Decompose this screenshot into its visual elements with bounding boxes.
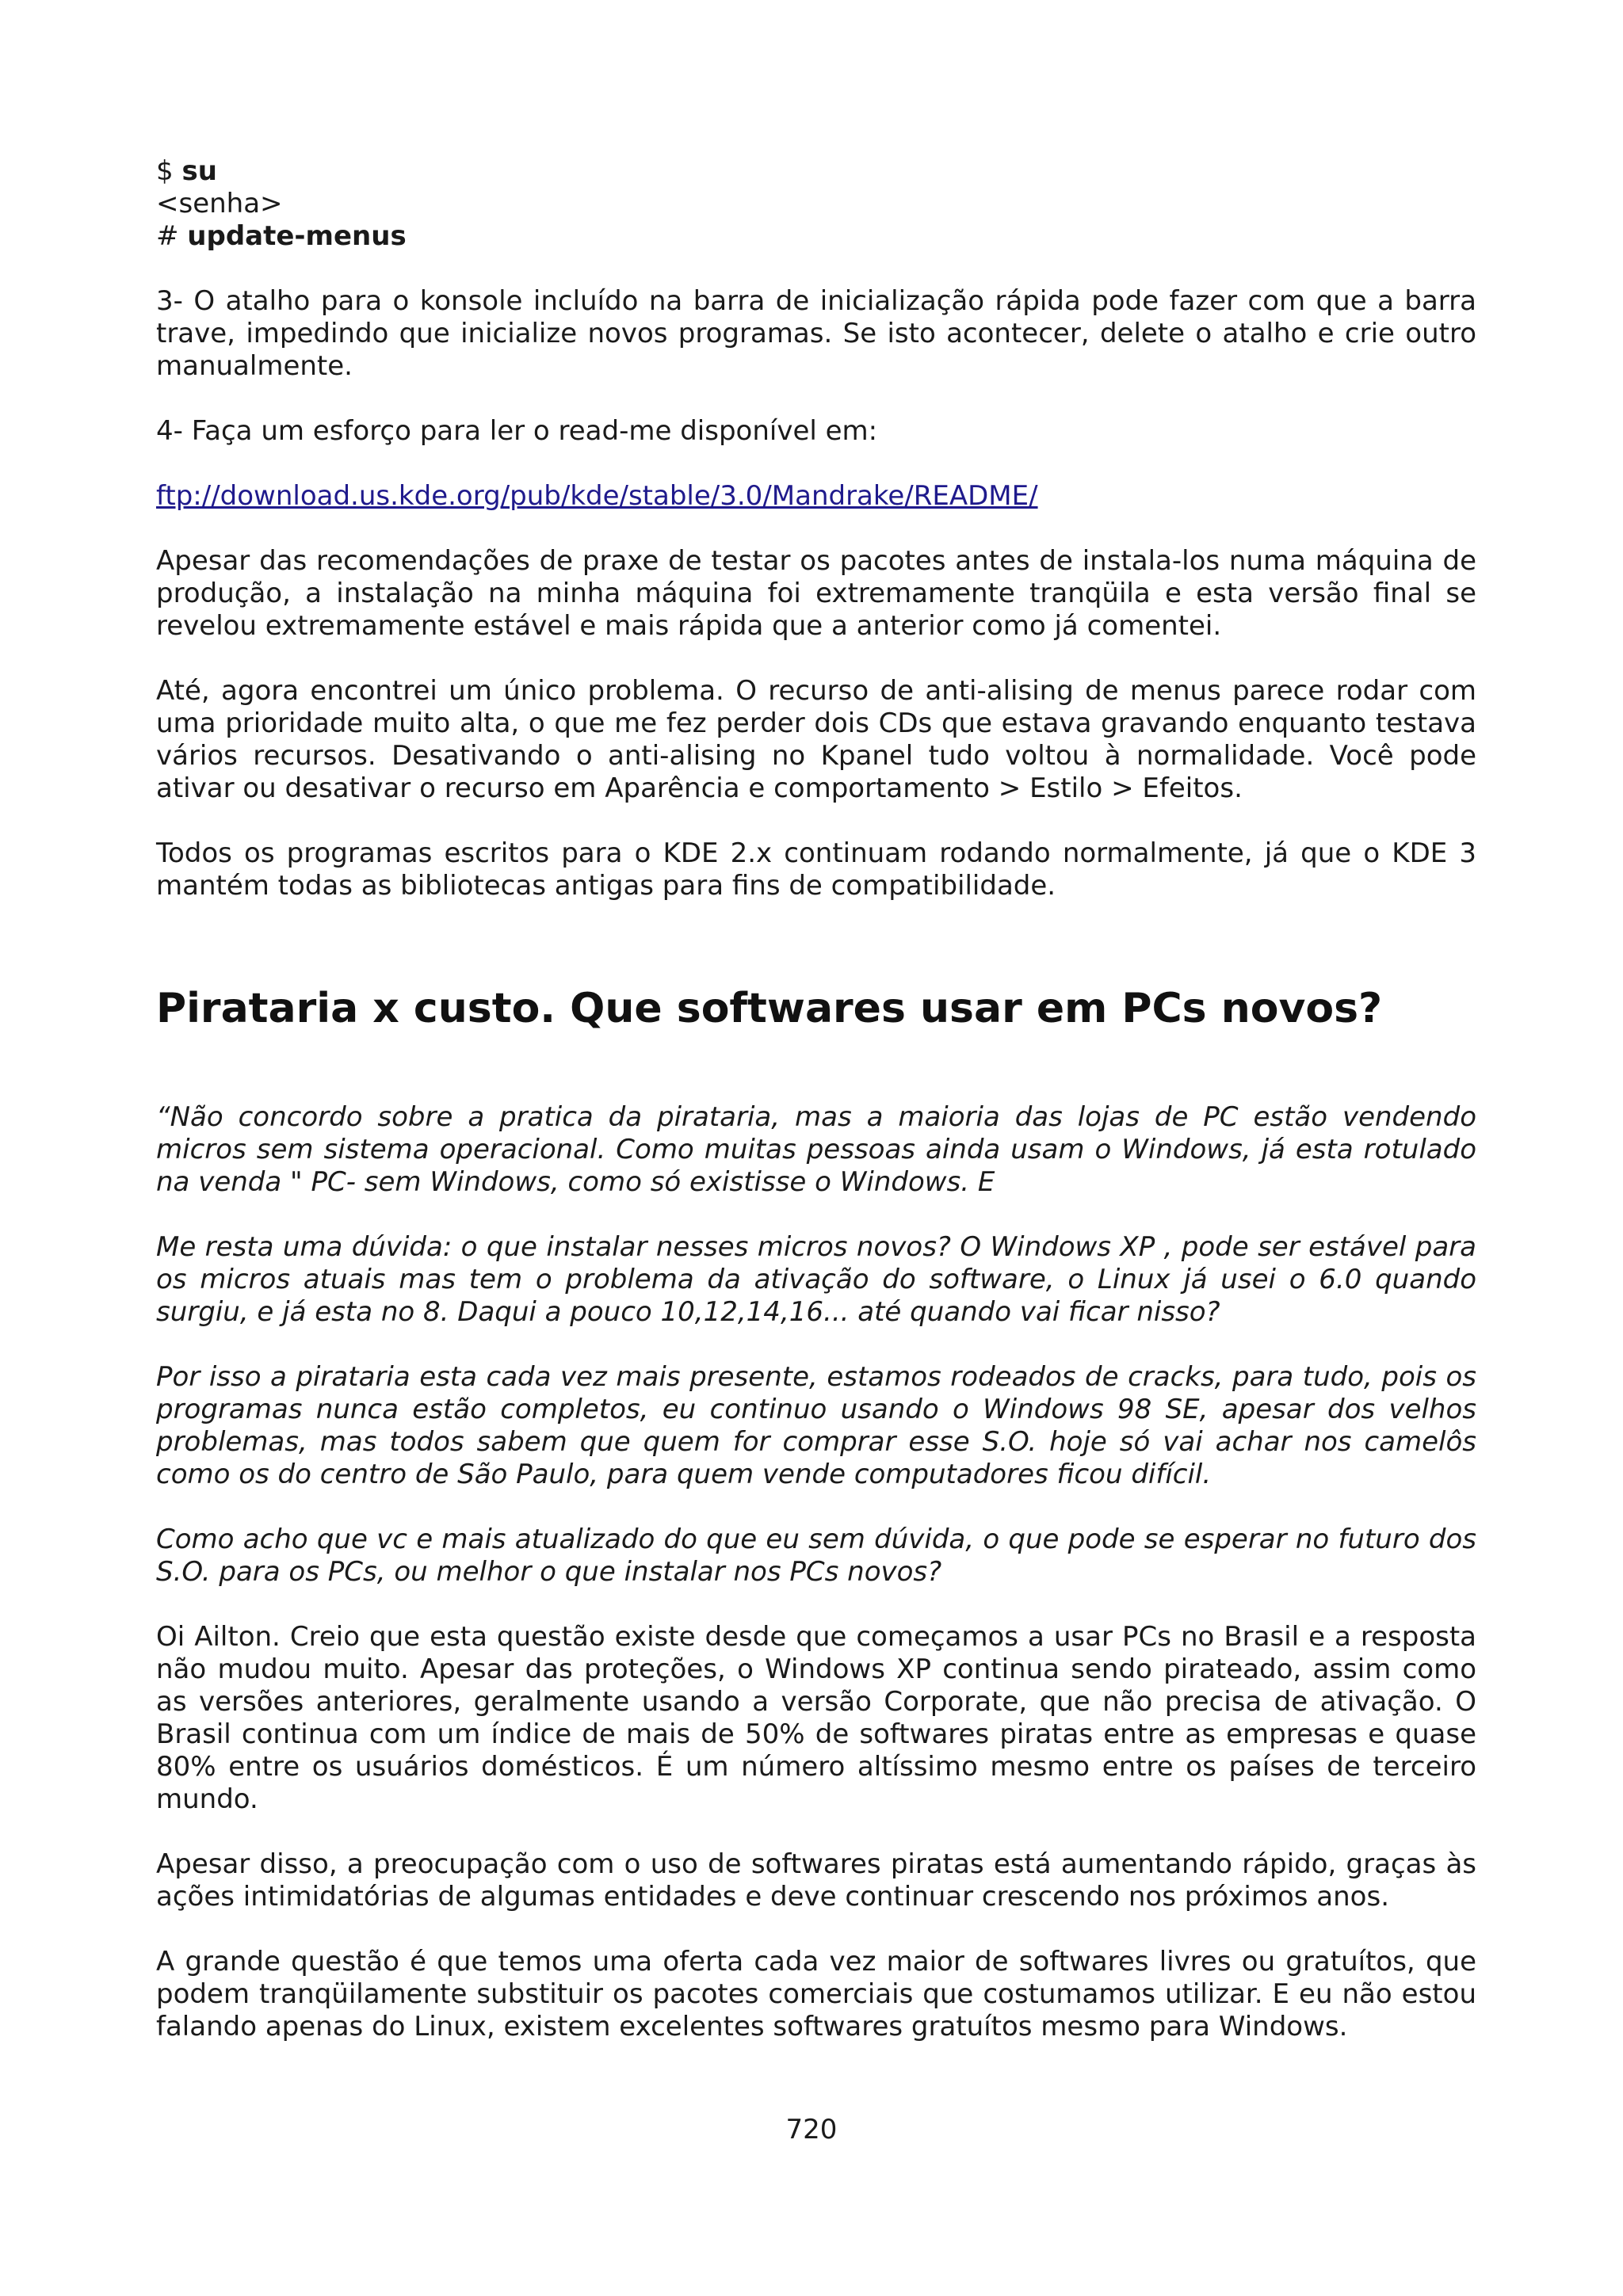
command-block — [156, 155, 1476, 253]
readme-link[interactable]: ftp://download.us.kde.org/pub/kde/stable/3.0/Mandrake/README/ — [156, 480, 1038, 512]
command-su: su — [181, 155, 217, 187]
answer-paragraph-3: A grande questão é que temos uma oferta cada vez maior de softwares livres ou gratuítos, que podem tranqüilamente substituir os pacotes comerciais que costumamos utilizar. E eu não estou falando apenas do Linux, existem excelentes softwares gratuítos mesmo para Windows. — [156, 1946, 1476, 2042]
paragraph-antialiasing: Até, agora encontrei um único problema. O recurso de anti-alising de menus parece rodar com uma prioridade muito alta, o que me fez perder dois CDs que estava gravando enquanto testava vários recursos. Desativando o anti-alising no Kpanel tudo voltou à normalidade. Você pode ativar ou desativar o recurso em Aparência e comportamento > Estilo > Efeitos. — [156, 675, 1476, 804]
question-paragraph-1: “Não concordo sobre a pratica da pirataria, mas a maioria das lojas de PC estão vendendo micros sem sistema operacional. Como muitas pessoas ainda usam o Windows, já esta rotulado na venda " PC- sem Windows, como só existisse o Windows. E — [156, 1101, 1476, 1198]
paragraph-installation: Apesar das recomendações de praxe de testar os pacotes antes de instala-los numa máquina de produção, a instalação na minha máquina foi extremamente tranqüila e esta versão final se revelou extremamente estável e mais rápida que a anterior como já comentei. — [156, 545, 1476, 642]
command-line-su — [156, 155, 1476, 188]
command-line-update-menus — [156, 220, 1476, 253]
answer-paragraph-1: Oi Ailton. Creio que esta questão existe desde que começamos a usar PCs no Brasil e a resposta não mudou muito. Apesar das proteções, o Windows XP continua sendo pirateado, assim como as versões anteriores, geralmente usando a versão Corporate, que não precisa de ativação. O Brasil continua com um índice de mais de 50% de softwares piratas entre as empresas e quase 80% entre os usuários domésticos. É um número altíssimo mesmo entre os países de terceiro mundo. — [156, 1621, 1476, 1815]
answer-paragraph-2: Apesar disso, a preocupação com o uso de softwares piratas está aumentando rápido, graças às ações intimidatórias de algumas entidades e deve continuar crescendo nos próximos anos. — [156, 1848, 1476, 1913]
readme-link-paragraph — [156, 480, 1476, 513]
paragraph-compatibility: Todos os programas escritos para o KDE 2.x continuam rodando normalmente, já que o KDE 3 mantém todas as bibliotecas antigas para fins de compatibilidade. — [156, 837, 1476, 902]
page-number: 720 — [785, 2114, 838, 2145]
paragraph-tip-4: 4- Faça um esforço para ler o read-me disponível em: — [156, 415, 878, 447]
question-paragraph-2: Me resta uma dúvida: o que instalar nesses micros novos? O Windows XP , pode ser estável para os micros atuais mas tem o problema da ativação do software, o Linux já usei o 6.0 quando surgiu, e já esta no 8. Daqui a pouco 10,12,14,16... até quando vai ficar nisso? — [156, 1231, 1476, 1328]
paragraph-tip-3: 3- O atalho para o konsole incluído na barra de inicialização rápida pode fazer com que a barra trave, impedindo que inicialize novos programas. Se isto acontecer, delete o atalho e crie outro manualmente. — [156, 285, 1476, 382]
command-update-menus: update-menus — [187, 220, 407, 252]
command-line-password: <senha> — [156, 188, 283, 219]
section-title: Pirataria x custo. Que softwares usar em PCs novos? — [156, 985, 1383, 1032]
page-content — [156, 155, 1476, 2043]
root-prompt: # — [156, 220, 188, 252]
question-paragraph-4: Como acho que vc e mais atualizado do que eu sem dúvida, o que pode se esperar no futuro dos S.O. para os PCs, ou melhor o que instalar nos PCs novos? — [156, 1524, 1476, 1588]
shell-prompt: $ — [156, 155, 182, 187]
question-paragraph-3: Por isso a pirataria esta cada vez mais presente, estamos rodeados de cracks, para tudo, pois os programas nunca estão completos, eu continuo usando o Windows 98 SE, apesar dos velhos problemas, mas todos sabem que quem for comprar esse S.O. hoje só vai achar nos camelôs como os do centro de São Paulo, para quem vende computadores ficou difícil. — [156, 1361, 1476, 1490]
